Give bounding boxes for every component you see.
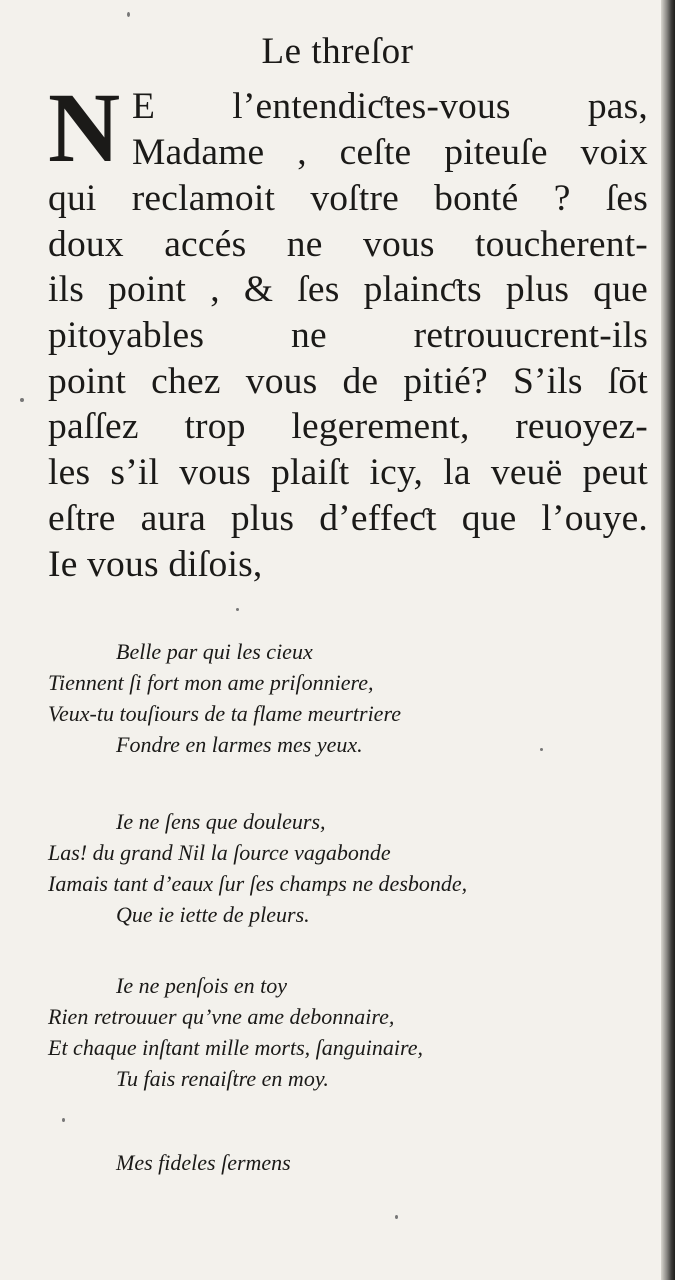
drop-cap: N — [48, 72, 121, 183]
verse-line: Veux-tu touſiours de ta flame meurtriere — [48, 701, 401, 726]
verse-line: Ie ne ſens que douleurs, — [116, 809, 326, 834]
prose-line: ils point , & ſes plainƈts plus que — [48, 269, 648, 311]
prose-line: paſſez trop legerement, reuoyez- — [48, 406, 648, 448]
prose-line: Ie vous diſois, — [48, 543, 263, 585]
prose-line: point chez vous de pitié? S’ils ſōt — [48, 360, 648, 402]
prose-line-second: Madame , ceſte piteuſe voix — [132, 132, 648, 173]
verse-line: Rien retrouuer qu’vne ame debonnaire, — [48, 1004, 395, 1029]
ink-speck — [127, 12, 130, 17]
verse-line: Que ie iette de pleurs. — [116, 902, 310, 927]
ink-speck — [395, 1215, 398, 1219]
verse-line: Tiennent ſi fort mon ame priſonniere, — [48, 670, 374, 695]
page-edge — [661, 0, 675, 1280]
prose-line: doux accés ne vous toucherent- — [48, 223, 648, 265]
ink-speck — [20, 398, 24, 402]
catchword: Mes fideles ſermens — [116, 1150, 291, 1175]
prose-line: les s’il vous plaiſt icy, la veuë peut — [48, 452, 648, 494]
verse-line: Belle par qui les cieux — [116, 639, 313, 664]
ink-speck — [62, 1118, 65, 1122]
poem-stanza-2 — [48, 806, 608, 930]
poem-stanza-3 — [48, 970, 608, 1094]
verse-line: Ie ne penſois en toy — [116, 973, 288, 998]
prose-line-first: E l’entendiƈtes-vous pas, — [132, 86, 648, 127]
verse-line: Fondre en larmes mes yeux. — [116, 732, 363, 757]
verse-line: Tu fais renaiſtre en moy. — [116, 1066, 329, 1091]
prose-body — [48, 176, 648, 587]
ink-speck — [236, 608, 239, 611]
verse-line: Et chaque inſtant mille morts, ſanguinaire, — [48, 1035, 423, 1060]
verse-line: Las! du grand Nil la ſource vagabonde — [48, 840, 391, 865]
prose-line: eſtre aura plus d’effeƈt que l’ouye. — [48, 497, 648, 539]
prose-line: qui reclamoit voſtre bonté ? ſes — [48, 178, 648, 219]
running-head: Le threſor — [261, 31, 414, 72]
prose-line: pitoyables ne retrouucrent-ils — [48, 315, 648, 357]
verse-line: Iamais tant d’eaux ſur ſes champs ne desbonde, — [48, 871, 468, 896]
poem-stanza-1 — [48, 636, 608, 760]
